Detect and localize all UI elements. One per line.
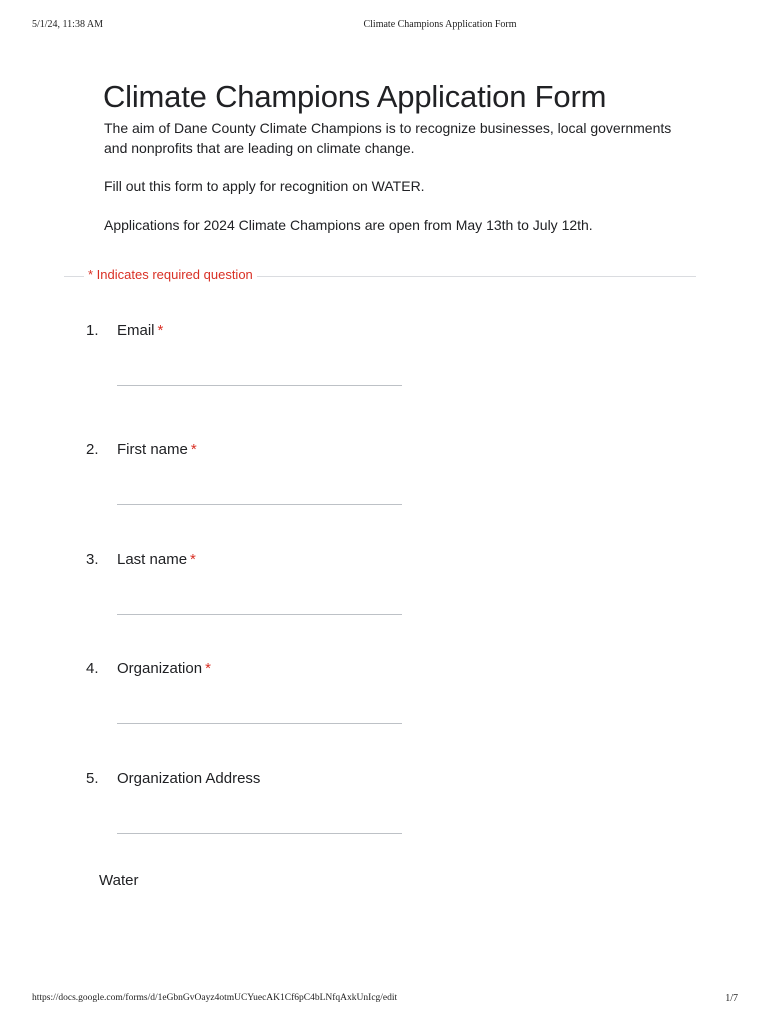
- first-name-input[interactable]: [117, 504, 402, 505]
- email-input[interactable]: [117, 385, 402, 386]
- required-question-note: * Indicates required question: [84, 267, 257, 282]
- last-name-input[interactable]: [117, 614, 402, 615]
- form-title: Climate Champions Application Form: [103, 79, 607, 114]
- question-number: 3.: [86, 551, 99, 568]
- organization-address-input[interactable]: [117, 833, 402, 834]
- question-title: Email *: [117, 322, 164, 339]
- question-title: Organization *: [117, 660, 211, 677]
- print-datetime: 5/1/24, 11:38 AM: [32, 19, 104, 30]
- required-asterisk: *: [190, 441, 197, 458]
- print-url: https://docs.google.com/forms/d/1eGbnGvOayz4otmUCYuecAK1Cf6pC4bLNfqAxkUnIcg/edit: [32, 993, 398, 1003]
- question-title: Last name *: [117, 551, 196, 568]
- form-description-dates: Applications for 2024 Climate Champions are open from May 13th to July 12th.: [104, 217, 593, 233]
- required-asterisk: *: [157, 322, 164, 339]
- form-description-instructions: Fill out this form to apply for recognition on WATER.: [104, 178, 425, 194]
- print-document-title: Climate Champions Application Form: [363, 19, 517, 30]
- print-page-number: 1/7: [725, 993, 738, 1004]
- required-asterisk: *: [190, 551, 196, 568]
- question-number: 5.: [86, 770, 99, 787]
- form-description-aim: The aim of Dane County Climate Champions is to recognize businesses, local governments and nonprofits that are leading on climate change.: [104, 120, 672, 156]
- required-asterisk: *: [205, 660, 211, 677]
- question-title: First name *: [117, 441, 197, 458]
- question-number: 2.: [86, 441, 99, 458]
- question-number: 1.: [86, 322, 99, 339]
- question-number: 4.: [86, 660, 99, 677]
- question-title: Organization Address: [117, 770, 261, 787]
- organization-input[interactable]: [117, 723, 402, 724]
- section-title-water: Water: [99, 872, 139, 889]
